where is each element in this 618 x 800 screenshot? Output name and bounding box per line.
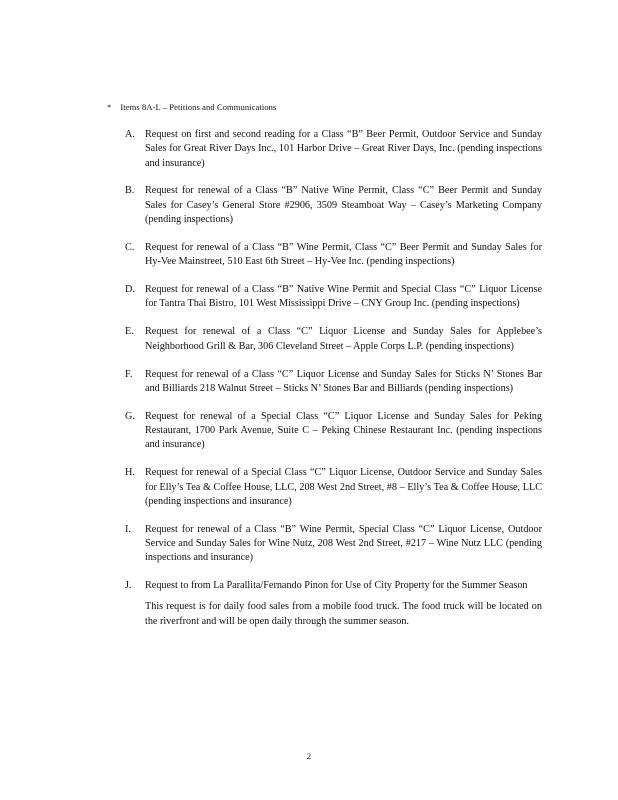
- page-number: 2: [306, 751, 312, 761]
- item-j-description: This request is for daily food sales from a mobile food truck. The food truck will be located on the riverfront and will be open daily through the summer season.: [145, 601, 542, 627]
- agenda-item-b: [122, 184, 542, 227]
- agenda-item-h: [122, 466, 542, 509]
- agenda-item-e: [122, 325, 542, 354]
- item-marker: B.: [125, 185, 135, 197]
- item-marker: F.: [125, 368, 133, 380]
- agenda-item-d: [122, 283, 542, 312]
- heading-text: Items 8A-L – Petitions and Communications: [120, 102, 277, 112]
- item-marker: C.: [125, 241, 135, 253]
- item-marker: A.: [125, 129, 135, 140]
- item-text: Request for renewal of a Class “C” Liquor License and Sunday Sales for Sticks N’ Stones Bar and Billiards 218 Walnut Street – Sticks N’ Stones Bar and Billiards (pending inspections): [145, 368, 542, 394]
- item-text: Request to from La Parallita/Fernando Pinon for Use of City Property for the Summer Season: [145, 580, 528, 592]
- item-text: Request for renewal of a Special Class “C” Liquor License and Sunday Sales for Peking Restaurant, 1700 Park Avenue, Suite C – Peking Chinese Restaurant Inc. (pending inspections and insurance): [145, 410, 542, 451]
- item-marker: D.: [125, 284, 135, 296]
- item-text: Request on first and second reading for a Class “B” Beer Permit, Outdoor Service and Sunday Sales for Great River Days Inc., 101 Harbor Drive – Great River Days, Inc. (pending inspections and insurance): [145, 129, 542, 169]
- item-text: Request for renewal of a Class “B” Wine Permit, Special Class “C” Liquor License, Outdoor Service and Sunday Sales for Wine Nutz, 208 West 2nd Street, #217 – Wine Nutz LLC (pending inspections and insurance): [145, 523, 542, 564]
- agenda-item-g: [122, 410, 542, 453]
- agenda-item-f: [122, 368, 542, 397]
- agenda-item-c: [122, 241, 542, 270]
- item-text: Request for renewal of a Class “B” Wine Permit, Class “C” Beer Permit and Sunday Sales for Hy-Vee Mainstreet, 510 East 6th Street – Hy-Vee Inc. (pending inspections): [145, 241, 542, 268]
- item-text: Request for renewal of a Special Class “C” Liquor License, Outdoor Service and Sunday Sales for Elly’s Tea & Coffee House, LLC, 208 West 2nd Street, #8 – Elly’s Tea & Coffee House, LLC (pending inspections and insurance): [145, 467, 542, 507]
- item-text: Request for renewal of a Class “C” Liquor License and Sunday Sales for Applebee’s Neighborhood Grill & Bar, 306 Cleveland Street – Apple Corps L.P. (pending inspections): [145, 326, 542, 352]
- item-marker: J.: [125, 580, 132, 592]
- item-marker: E.: [125, 326, 134, 338]
- agenda-item-list: [122, 128, 542, 629]
- item-text: Request for renewal of a Class “B” Native Wine Permit, Class “C” Beer Permit and Sunday Sales for Casey’s General Store #2906, 3509 Steamboat Way – Casey’s Marketing Company (pending inspections): [145, 185, 542, 226]
- item-marker: G.: [125, 410, 135, 422]
- item-marker: H.: [125, 467, 135, 479]
- agenda-item-j: [122, 579, 542, 593]
- agenda-item-a: [122, 128, 542, 171]
- item-marker: I.: [125, 523, 131, 535]
- item-text: Request for renewal of a Class “B” Native Wine Permit and Special Class “C” Liquor License for Tantra Thai Bistro, 101 West Mississippi Drive – CNY Group Inc. (pending inspections): [145, 284, 542, 310]
- section-heading: [107, 102, 276, 112]
- heading-bullet: *: [107, 102, 112, 112]
- agenda-item-i: [122, 523, 542, 566]
